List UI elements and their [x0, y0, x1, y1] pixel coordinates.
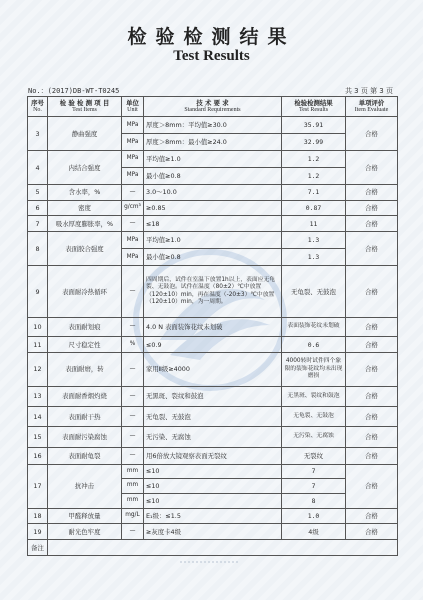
table-row [28, 524, 398, 540]
row-result: 4级 [282, 524, 346, 540]
report-number: No.：(2017)DB-WT-T0245 [28, 87, 120, 95]
row-unit: — [122, 524, 144, 540]
row-result: 4000转时试件四个象限的装饰花纹均未出现磨损 [282, 352, 346, 386]
row-requirement: 平均值≥1.0 [144, 232, 282, 249]
col-header-requirements: 技 术 要 求 Standard Requirements [144, 97, 282, 117]
row-no: 5 [28, 184, 48, 200]
table-row [28, 386, 398, 406]
row-unit: mm [122, 479, 144, 494]
table-row [28, 508, 398, 524]
row-result: 0.6 [282, 337, 346, 353]
row-result: 0.87 [282, 200, 346, 216]
row-unit: — [122, 266, 144, 318]
table-row [28, 447, 398, 464]
table-row [28, 200, 398, 216]
remarks-label: 备注 [28, 540, 48, 556]
row-evaluate: 合格 [346, 386, 398, 406]
row-unit: MPa [122, 134, 144, 151]
col-header-results: 检验检测结果 Test Results [282, 97, 346, 117]
table-row [28, 184, 398, 200]
row-result: 7.1 [282, 184, 346, 200]
row-result: 32.99 [282, 134, 346, 151]
row-evaluate: 合格 [346, 508, 398, 524]
row-item: 内结合强度 [48, 151, 122, 185]
table-row [28, 337, 398, 353]
row-result: 无黑斑、裂纹和鼓泡 [282, 386, 346, 406]
col-header-no: 序号 No. [28, 97, 48, 117]
row-result: 1.2 [282, 151, 346, 168]
row-item: 密度 [48, 200, 122, 216]
row-unit: mm [122, 464, 144, 479]
row-item: 静曲强度 [48, 117, 122, 151]
row-result: 无龟裂、无鼓泡 [282, 407, 346, 427]
row-evaluate: 合格 [346, 464, 398, 508]
row-no: 16 [28, 447, 48, 464]
row-result: 7 [282, 464, 346, 479]
table-row [28, 352, 398, 386]
row-no: 10 [28, 317, 48, 336]
row-item: 耐光色牢度 [48, 524, 122, 540]
ornament-divider-icon [180, 558, 240, 566]
row-no: 15 [28, 427, 48, 447]
row-no: 6 [28, 200, 48, 216]
row-unit: — [122, 352, 144, 386]
row-result: 1.0 [282, 508, 346, 524]
row-no: 13 [28, 386, 48, 406]
row-unit: % [122, 337, 144, 353]
row-unit: — [122, 427, 144, 447]
row-requirement: 无黑斑、裂纹和鼓泡 [144, 386, 282, 406]
table-row [28, 317, 398, 336]
results-table [27, 96, 398, 556]
col-header-evaluate: 单项评价 Item Evaluate [346, 97, 398, 117]
row-unit: mm [122, 493, 144, 508]
row-result: 7 [282, 479, 346, 494]
row-unit: g/cm³ [122, 200, 144, 216]
row-no: 11 [28, 337, 48, 353]
row-result: 8 [282, 493, 346, 508]
row-item: 尺寸稳定性 [48, 337, 122, 353]
table-row [28, 266, 398, 318]
row-requirement: ≤10 [144, 464, 282, 479]
page-info: 共 3 页 第 3 页 [344, 87, 393, 95]
row-evaluate: 合格 [346, 447, 398, 464]
table-header-row [28, 97, 398, 117]
row-unit: — [122, 447, 144, 464]
row-unit: MPa [122, 232, 144, 249]
table-row [28, 117, 398, 134]
row-requirement: 3.0～10.0 [144, 184, 282, 200]
row-unit: — [122, 317, 144, 336]
row-evaluate: 合格 [346, 317, 398, 336]
row-evaluate: 合格 [346, 184, 398, 200]
row-requirement: 用6倍放大镜观察表面无裂纹 [144, 447, 282, 464]
page-title-cn: 检验检测结果 [127, 26, 296, 48]
row-no: 19 [28, 524, 48, 540]
row-unit: mg/L [122, 508, 144, 524]
page-title-en: Test Results [173, 48, 250, 64]
row-item: 表面耐磨，转 [48, 352, 122, 386]
row-result: 无污染、无腐蚀 [282, 427, 346, 447]
row-requirement: ≤10 [144, 479, 282, 494]
row-no: 3 [28, 117, 48, 151]
row-evaluate: 合格 [346, 337, 398, 353]
row-unit: MPa [122, 249, 144, 266]
col-header-unit: 单位 Unit [122, 97, 144, 117]
col-header-item: 检 验 检 测 项 目 Test Items [48, 97, 122, 117]
row-evaluate: 合格 [346, 200, 398, 216]
remarks-content [48, 540, 398, 556]
row-requirement: 4.0 N 表面装饰花纹未划破 [144, 317, 282, 336]
row-no: 18 [28, 508, 48, 524]
row-result: 1.3 [282, 249, 346, 266]
row-result: 无裂纹 [282, 447, 346, 464]
row-item: 表面耐污染腐蚀 [48, 427, 122, 447]
row-requirement: 最小值≥0.8 [144, 168, 282, 185]
row-unit: MPa [122, 151, 144, 168]
row-unit: — [122, 407, 144, 427]
row-result: 1.3 [282, 232, 346, 249]
row-item: 抗冲击 [48, 464, 122, 508]
row-requirement: ≤10 [144, 493, 282, 508]
row-evaluate: 合格 [346, 216, 398, 232]
table-row [28, 151, 398, 168]
row-evaluate: 合格 [346, 427, 398, 447]
row-evaluate: 合格 [346, 151, 398, 185]
row-item: 表面耐香烟灼烧 [48, 386, 122, 406]
row-evaluate: 合格 [346, 266, 398, 318]
row-requirement: ≤18 [144, 216, 282, 232]
row-requirement: 四周期后，试件在室温下放置1h以上，表面应无龟裂、无鼓泡。试件在温度（80±2）℃中放置（120±10）min，再在温度（-20±3）℃中放置（120±10）min，为一周期。 [144, 266, 282, 318]
row-item: 表面胶合强度 [48, 232, 122, 266]
row-unit: MPa [122, 117, 144, 134]
row-no: 14 [28, 407, 48, 427]
row-item: 表面耐冷热循环 [48, 266, 122, 318]
row-unit: — [122, 386, 144, 406]
row-item: 含水率，% [48, 184, 122, 200]
row-requirement: 平均值≥1.0 [144, 151, 282, 168]
row-no: 8 [28, 232, 48, 266]
row-no: 4 [28, 151, 48, 185]
row-unit: MPa [122, 168, 144, 185]
row-result: 35.91 [282, 117, 346, 134]
row-evaluate: 合格 [346, 232, 398, 266]
row-evaluate: 合格 [346, 407, 398, 427]
row-requirement: 最小值≥0.8 [144, 249, 282, 266]
row-result: 1.2 [282, 168, 346, 185]
row-result: 无龟裂、无鼓泡 [282, 266, 346, 318]
row-requirement: 家用Ⅱ级≥4000 [144, 352, 282, 386]
table-row [28, 216, 398, 232]
remarks-row [28, 540, 398, 556]
row-evaluate: 合格 [346, 117, 398, 151]
table-row [28, 464, 398, 479]
row-item: 表面耐龟裂 [48, 447, 122, 464]
row-no: 7 [28, 216, 48, 232]
row-item: 表面耐划痕 [48, 317, 122, 336]
row-requirement: E₁级：≤1.5 [144, 508, 282, 524]
row-requirement: ≥灰度卡4级 [144, 524, 282, 540]
row-result: 11 [282, 216, 346, 232]
row-requirement: 无污染、无腐蚀 [144, 427, 282, 447]
table-row [28, 232, 398, 249]
row-unit: — [122, 184, 144, 200]
row-no: 17 [28, 464, 48, 508]
row-item: 表面耐干热 [48, 407, 122, 427]
row-no: 12 [28, 352, 48, 386]
table-row [28, 407, 398, 427]
row-no: 9 [28, 266, 48, 318]
row-requirement: 厚度＞8mm：最小值≥24.0 [144, 134, 282, 151]
row-item: 甲醛释放量 [48, 508, 122, 524]
row-requirement: 无龟裂、无鼓泡 [144, 407, 282, 427]
row-evaluate: 合格 [346, 524, 398, 540]
row-requirement: ≤0.9 [144, 337, 282, 353]
table-row [28, 427, 398, 447]
row-result: 表面装饰花纹未划破 [282, 317, 346, 336]
row-evaluate: 合格 [346, 352, 398, 386]
row-requirement: ≥0.85 [144, 200, 282, 216]
row-unit: — [122, 216, 144, 232]
row-item: 吸水厚度膨胀率，% [48, 216, 122, 232]
row-requirement: 厚度＞8mm：平均值≥30.0 [144, 117, 282, 134]
